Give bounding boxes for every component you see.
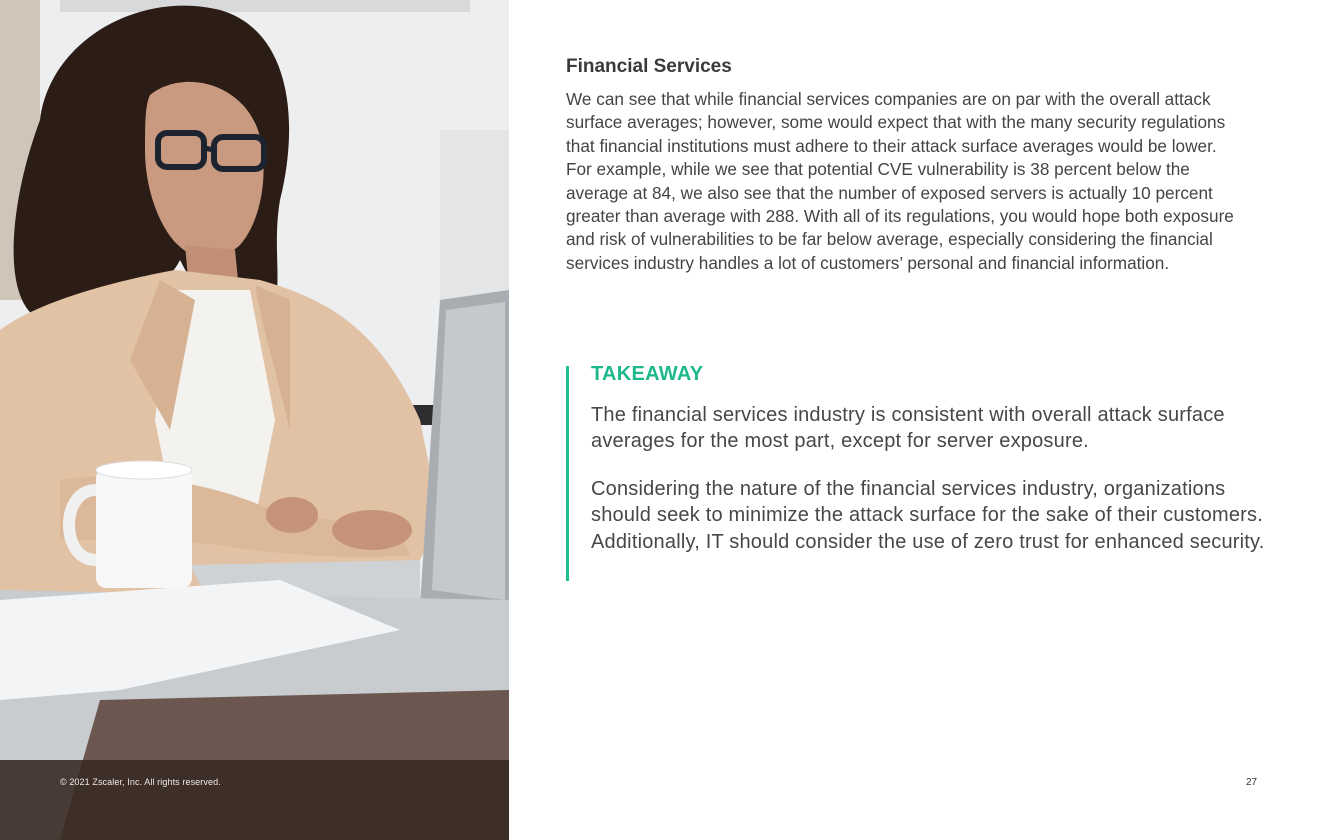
section-body-paragraph: We can see that while financial services companies are on par with the overall attack surface averages; however, some would expect that with the many security regulations that financial institutions must adhere to their attack surface averages would be lower. For example, while we see that potential CVE vulnerability is 38 percent below the average at 84, we also see that the number of exposed servers is actually 10 percent greater than average with 288. With all of its regulations, you would hope both exposure and risk of vulnerabilities to be far below average, especially considering the financial services industry handles a lot of customers’ personal and financial information. xyxy=(566,89,1234,273)
woman-at-laptop-photo xyxy=(0,0,509,840)
section-title: Financial Services xyxy=(566,56,732,77)
takeaway-heading: TAKEAWAY xyxy=(591,363,704,385)
page-number: 27 xyxy=(1246,777,1258,788)
photo-illustration xyxy=(0,0,509,840)
takeaway-paragraph-1: The financial services industry is consistent with overall attack surface averages for the most part, except for server exposure. xyxy=(591,404,1225,453)
takeaway-paragraph-2: Considering the nature of the financial services industry, organizations should seek to minimize the attack surface for the sake of their customers. Additionally, IT should consider the use of zero trust for enhanced security. xyxy=(591,478,1265,553)
copyright-text: © 2021 Zscaler, Inc. All rights reserved. xyxy=(60,777,221,787)
takeaway-callout xyxy=(566,363,1269,581)
